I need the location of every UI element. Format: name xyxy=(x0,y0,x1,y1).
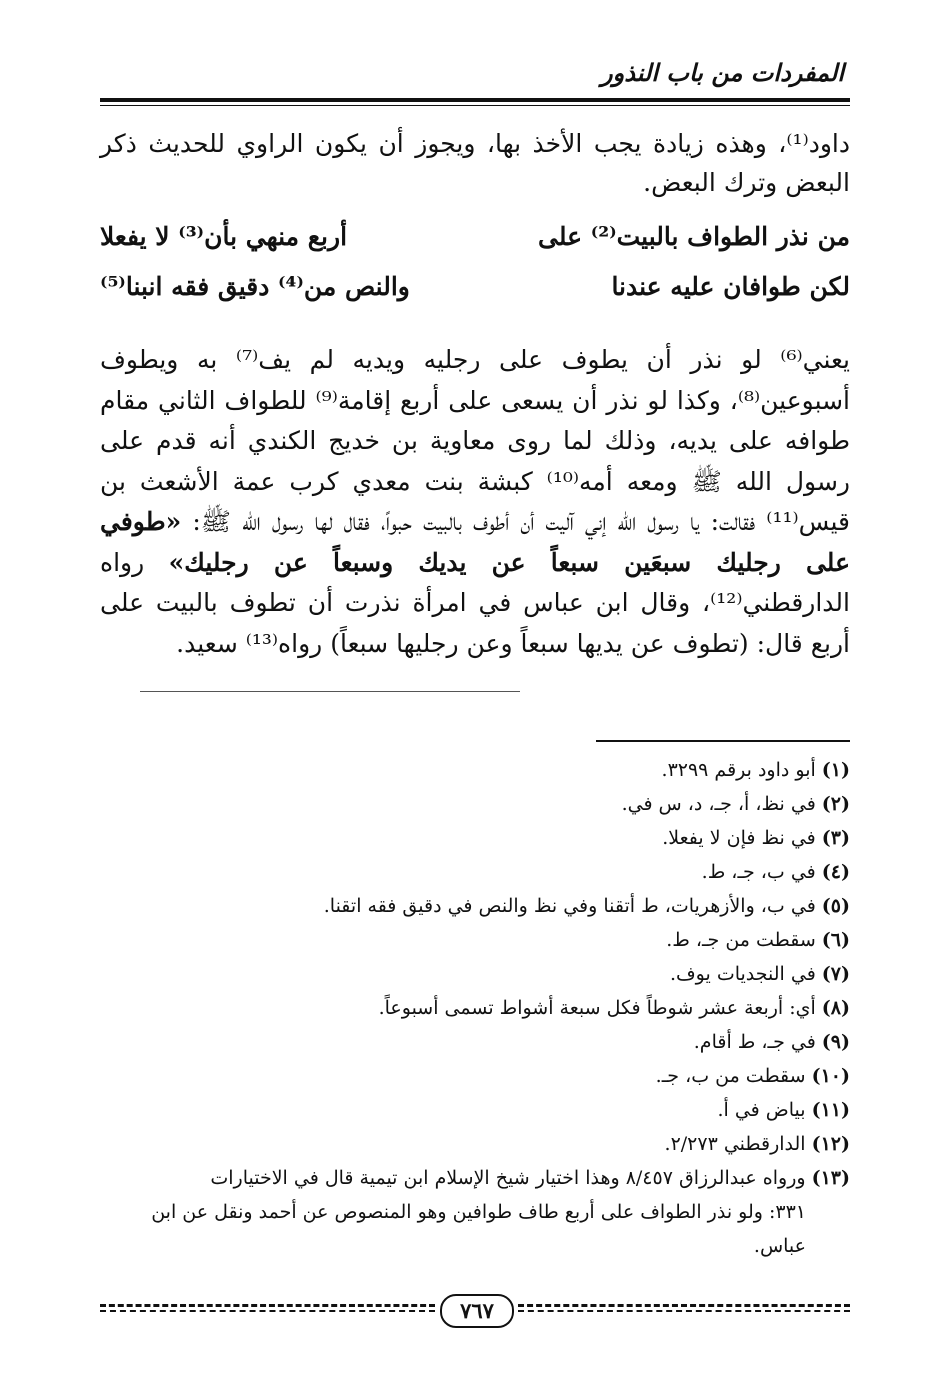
page-footer xyxy=(100,1294,850,1328)
footnote-number: (١٢) xyxy=(811,1133,850,1155)
footnote-10 xyxy=(100,1059,850,1093)
header-rule-thin xyxy=(100,105,850,106)
footnote-number: (١٠) xyxy=(811,1065,850,1087)
header-rule xyxy=(100,98,850,102)
footer-ornament-left xyxy=(100,1304,435,1307)
footnote-continuation: ٣٣١: ولو نذر الطواف على أربع طاف طوافين وهو المنصوص عن أحمد ونقل عن ابن عباس. xyxy=(151,1201,806,1257)
running-header-title: المفردات من باب النذور xyxy=(601,58,844,87)
footnote-9 xyxy=(100,1025,850,1059)
footnote-text: أي: أربعة عشر شوطاً فكل سبعة أشواط تسمى أسبوعاً. xyxy=(378,997,816,1019)
underline-mark xyxy=(140,691,520,692)
footnote-text: الدارقطني ٢/٢٧٣. xyxy=(664,1133,806,1155)
intro-paragraph: داود⁽¹⁾، وهذه زيادة يجب الأخذ بها، ويجوز أن يكون الراوي للحديث ذكر البعض وترك البعض. xyxy=(100,129,850,197)
footnote-text: ورواه عبدالرزاق ٨/٤٥٧ وهذا اختيار شيخ الإسلام ابن تيمية قال في الاختيارات xyxy=(210,1167,806,1189)
footnote-text: سقطت من جـ، ط. xyxy=(666,929,816,951)
footnote-text: في نظ، أ، جـ، د، س في. xyxy=(621,793,816,815)
footnote-8 xyxy=(100,991,850,1025)
footnote-1 xyxy=(100,753,850,787)
footnote-5 xyxy=(100,889,850,923)
footnote-text: في نظ فإن لا يفعلا. xyxy=(662,827,816,849)
footnote-12 xyxy=(100,1127,850,1161)
footnote-text: سقطت من ب، جـ. xyxy=(655,1065,806,1087)
footer-ornament-right-lower xyxy=(518,1310,850,1312)
hadith-quote: «طوفي على رجليك سبعَين سبعاً عن يديك وسبعاً عن رجليك» xyxy=(100,507,850,577)
footnote-6 xyxy=(100,923,850,957)
footnote-text: في ب، والأزهريات، ط أتقنا وفي نظ والنص في دقيق فقه اتقنا. xyxy=(323,895,816,917)
footnote-3 xyxy=(100,821,850,855)
footnote-4 xyxy=(100,855,850,889)
footnotes-list xyxy=(100,753,850,1263)
footnote-text: في ب، جـ، ط. xyxy=(701,861,816,883)
commentary-end: رواه الدارقطني⁽¹²⁾، وقال ابن عباس في امرأة نذرت أن تطوف بالبيت على أربع قال: (تطوف عن يديها سبعاً وعن رجليها سبعاً) رواه⁽¹³⁾ سعيد. xyxy=(100,547,850,658)
footnote-number: (٨) xyxy=(821,997,850,1019)
footnote-text: أبو داود برقم ٣٢٩٩. xyxy=(661,759,816,781)
commentary-text: يعني⁽⁶⁾ لو نذر أن يطوف على رجليه ويديه لم يف⁽⁷⁾ به ويطوف أسبوعين⁽⁸⁾، وكذا لو نذر أن يسعى على أربع إقامة⁽⁹⁾ للطواف الثاني مقام طوافه على يديه، وذلك لما روى معاوية بن خديج الكندي أنه قدم على رسول الله ﷺ ومعه أمه⁽¹⁰⁾ كبشة بنت معدي كرب عمة الأشعث بن قيس⁽¹¹⁾ فقالت: يا رسول الله إني آليت أن أطوف بالبيت حبواً، فقال لها رسول الله ﷺ: xyxy=(100,345,851,536)
footnote-2 xyxy=(100,787,850,821)
footnote-number: (٢) xyxy=(821,793,850,815)
footnote-separator xyxy=(596,740,850,742)
footnote-number: (١٣) xyxy=(811,1167,850,1189)
page-number: ٧٦٧ xyxy=(440,1294,514,1328)
footnote-number: (١١) xyxy=(811,1099,850,1121)
footnote-number: (٥) xyxy=(821,895,850,917)
footer-ornament-right xyxy=(518,1304,850,1307)
footnote-number: (١) xyxy=(821,759,850,781)
footer-ornament-left-lower xyxy=(100,1310,435,1312)
footnote-number: (٣) xyxy=(821,827,850,849)
footnote-number: (٩) xyxy=(821,1031,850,1053)
verse-1-second-hemistich: أربع منهي بأن⁽³⁾ لا يفعلا xyxy=(100,222,348,251)
verse-2-second-hemistich: والنص من⁽⁴⁾ دقيق فقه انبنا⁽⁵⁾ xyxy=(100,272,410,301)
footnote-text: في النجديات يوف. xyxy=(669,963,816,985)
footnote-number: (٦) xyxy=(821,929,850,951)
footnote-text: بياض في أ. xyxy=(717,1099,806,1121)
footnote-7 xyxy=(100,957,850,991)
verse-line-2 xyxy=(100,272,850,316)
footnote-13 xyxy=(100,1161,850,1263)
footnote-text: في جـ، ط أقام. xyxy=(693,1031,816,1053)
commentary-paragraph xyxy=(100,340,850,664)
footnote-11 xyxy=(100,1093,850,1127)
footnote-number: (٤) xyxy=(821,861,850,883)
verse-2-first-hemistich: لكن طوافان عليه عندنا xyxy=(611,272,850,301)
verse-line-1 xyxy=(100,222,850,266)
verse-1-first-hemistich: من نذر الطواف بالبيت⁽²⁾ على xyxy=(538,222,850,251)
footnote-number: (٧) xyxy=(821,963,850,985)
